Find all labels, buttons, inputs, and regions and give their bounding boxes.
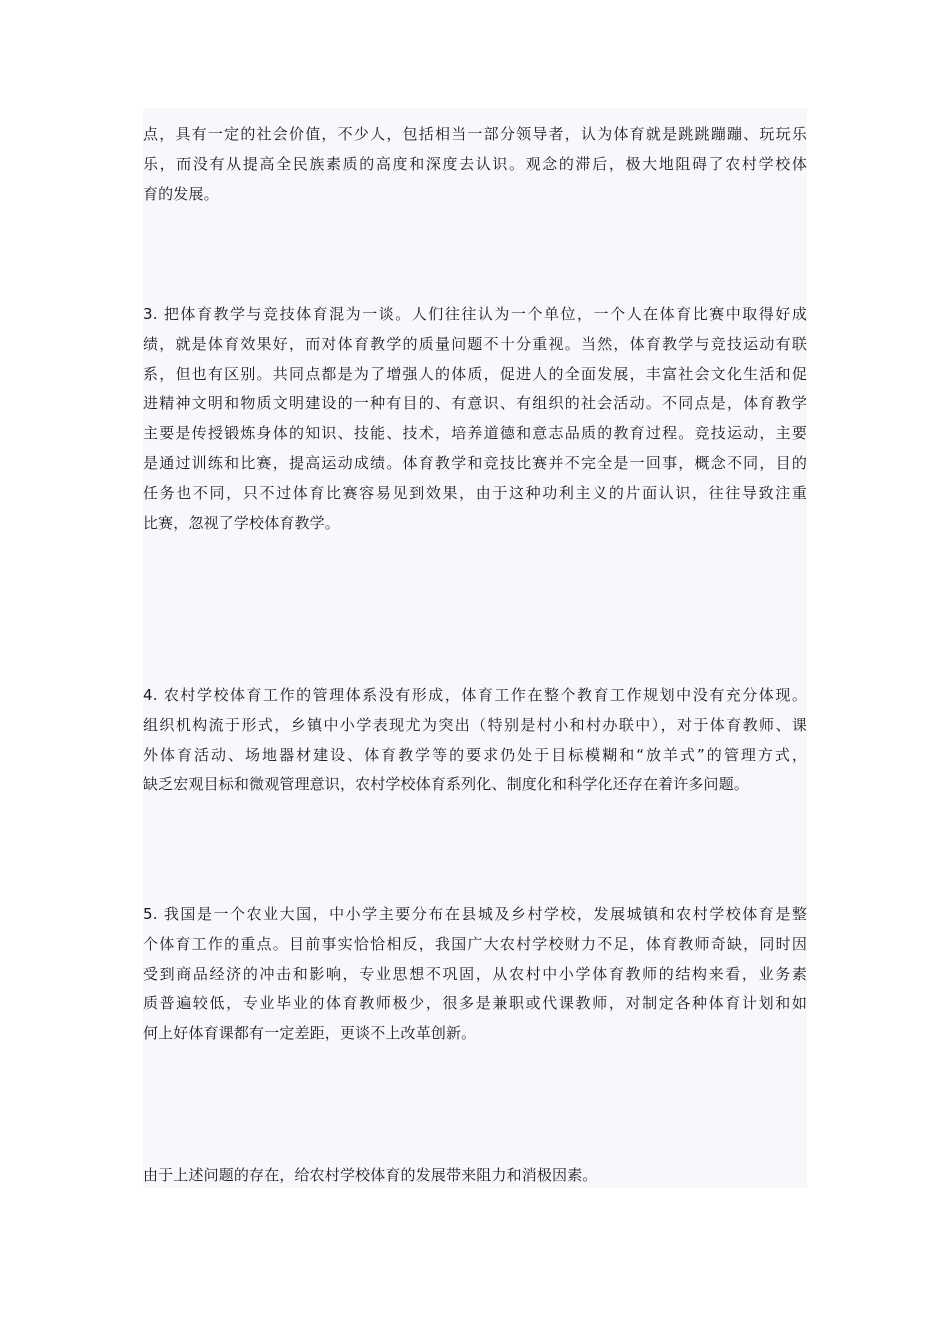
text-line: 乐，而没有从提高全民族素质的高度和深度去认识。观念的滞后，极大地阻碍了农村学校体 xyxy=(143,154,807,173)
text-line: 是通过训练和比赛，提高运动成绩。体育教学和竞技比赛并不完全是一回事，概念不同，目的 xyxy=(143,453,807,472)
text-line: 主要是传授锻炼身体的知识、技能、技术，培养道德和意志品质的教育过程。竞技运动，主要 xyxy=(143,424,807,443)
text-line: 由于上述问题的存在，给农村学校体育的发展带来阻力和消极因素。 xyxy=(143,1166,598,1184)
paragraph-point-5 xyxy=(143,900,807,1049)
text-line: 组织机构流于形式，乡镇中小学表现尤为突出（特别是村小和村办联中），对于体育教师、课 xyxy=(143,715,807,734)
text-line: 系，但也有区别。共同点都是为了增强人的体质，促进人的全面发展，丰富社会文化生活和促 xyxy=(143,364,807,383)
text-line: 外体育活动、场地器材建设、体育教学等的要求仍处于目标模糊和“放羊式”的管理方式， xyxy=(143,745,807,764)
text-line: 点，具有一定的社会价值，不少人，包括相当一部分领导者，认为体育就是跳跳蹦蹦、玩玩乐 xyxy=(143,125,807,143)
text-line: 缺乏宏观目标和微观管理意识，农村学校体育系列化、制度化和科学化还存在着许多问题。 xyxy=(143,775,750,794)
text-line: 3. 把体育教学与竞技体育混为一谈。人们往往认为一个单位，一个人在体育比赛中取得好成 xyxy=(143,305,807,323)
paragraph-point-3 xyxy=(143,300,807,538)
text-line: 何上好体育课都有一定差距，更谈不上改革创新。 xyxy=(143,1024,477,1043)
text-line: 个体育工作的重点。目前事实恰恰相反，我国广大农村学校财力不足，体育教师奇缺，同时因 xyxy=(143,934,807,953)
text-line: 比赛，忽视了学校体育教学。 xyxy=(143,513,340,532)
text-line: 4. 农村学校体育工作的管理体系没有形成，体育工作在整个教育工作规划中没有充分体现。 xyxy=(143,686,807,704)
text-line: 育的发展。 xyxy=(143,184,219,203)
text-line: 受到商品经济的冲击和影响，专业思想不巩固，从农村中小学体育教师的结构来看，业务素 xyxy=(143,964,807,983)
paragraph-intro-continued xyxy=(143,120,807,209)
paragraph-conclusion xyxy=(143,1161,807,1191)
text-line: 质普遍较低，专业毕业的体育教师极少，很多是兼职或代课教师，对制定各种体育计划和如 xyxy=(143,994,807,1013)
text-line: 任务也不同，只不过体育比赛容易见到效果，由于这种功利主义的片面认识，往往导致注重 xyxy=(143,483,807,502)
text-line: 进精神文明和物质文明建设的一种有目的、有意识、有组织的社会活动。不同点是，体育教学 xyxy=(143,394,807,413)
paragraph-point-4 xyxy=(143,681,807,800)
text-line: 5. 我国是一个农业大国，中小学主要分布在县城及乡村学校，发展城镇和农村学校体育是整 xyxy=(143,905,807,923)
text-line: 绩，就是体育效果好，而对体育教学的质量问题不十分重视。当然，体育教学与竞技运动有联 xyxy=(143,334,807,353)
